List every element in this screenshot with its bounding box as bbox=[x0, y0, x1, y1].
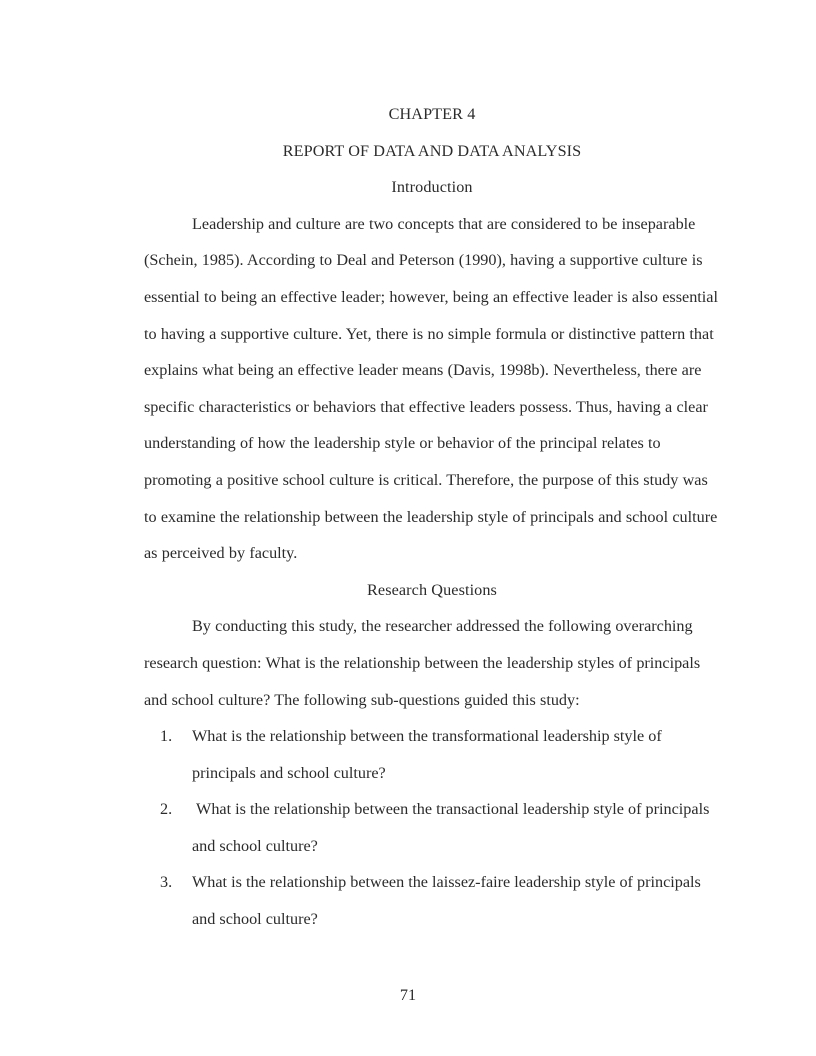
introduction-paragraph: Leadership and culture are two concepts that are considered to be inseparable (Schein, 1985). According to Deal and Peterson (1990), having a supportive culture is essential to being an effective leader; however, being an effective leader is also essential to having a supportive culture. Yet, there is no simple formula or distinctive pattern that explains what being an effective leader means (Davis, 1998b). Nevertheless, there are specific characteristics or behaviors that effective leaders possess. Thus, having a clear understanding of how the leadership style or behavior of the principal relates to promoting a positive school culture is critical. Therefore, the purpose of this study was to examine the relationship between the leadership style of principals and school culture as perceived by faculty. bbox=[144, 214, 718, 563]
list-item bbox=[144, 791, 720, 864]
page-number: 71 bbox=[399, 986, 417, 1004]
list-item bbox=[144, 718, 720, 791]
list-item-number: 1. bbox=[160, 727, 173, 746]
research-questions-paragraph: By conducting this study, the researcher addressed the following overarching research question: What is the relationship between the leadership styles of principals and school culture? The following sub-questions guided this study: bbox=[144, 617, 701, 709]
list-item bbox=[144, 864, 720, 937]
list-item-text: What is the relationship between the laissez-faire leadership style of principals and school culture? bbox=[192, 873, 705, 929]
page-content bbox=[144, 96, 720, 938]
list-item-number: 3. bbox=[160, 873, 173, 892]
list-item-text: What is the relationship between the transactional leadership style of principals and school culture? bbox=[192, 800, 714, 855]
list-item-number: 2. bbox=[160, 800, 173, 819]
document-title-heading: REPORT OF DATA AND DATA ANALYSIS bbox=[282, 141, 582, 160]
section-heading-research-questions: Research Questions bbox=[367, 580, 497, 599]
section-heading-introduction: Introduction bbox=[391, 178, 473, 197]
chapter-heading: CHAPTER 4 bbox=[388, 105, 476, 123]
list-item-text: What is the relationship between the transformational leadership style of principals and school culture? bbox=[192, 727, 666, 782]
sub-questions-list bbox=[144, 718, 720, 938]
